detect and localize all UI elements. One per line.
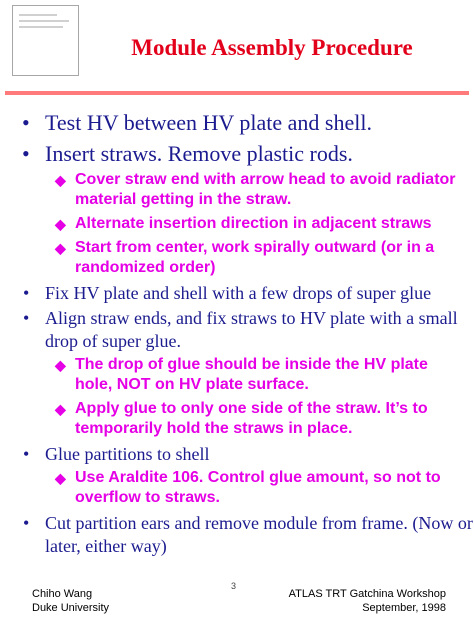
bullet-5 <box>0 443 474 466</box>
subbullet-text: Alternate insertion direction in adjacent straws <box>75 215 432 232</box>
subbullet-align-1 <box>0 355 474 395</box>
diamond-icon: ◆ <box>55 357 66 373</box>
bullet-2 <box>0 139 474 168</box>
footer-left <box>32 587 109 615</box>
subbullet-insert-2 <box>0 214 474 234</box>
bullet-3 <box>0 282 474 305</box>
footer-date: September, 1998 <box>362 602 446 614</box>
subbullet-text: Start from center, work spirally outward (or in a randomized order) <box>75 239 435 276</box>
subbullet-text: The drop of glue should be inside the HV plate hole, NOT on HV plate surface. <box>75 356 428 393</box>
subbullet-text: Use Araldite 106. Control glue amount, so not to overflow to straws. <box>75 469 441 506</box>
bullet-marker: • <box>23 308 30 328</box>
subbullet-align-2 <box>0 399 474 439</box>
subbullet-text: Apply glue to only one side of the straw. It’s to temporarily hold the straws in place. <box>75 400 428 437</box>
bullet-marker: • <box>23 513 30 533</box>
title-divider <box>5 91 469 95</box>
footer-right <box>289 587 446 615</box>
subbullet-insert-3 <box>0 238 474 278</box>
bullet-marker: • <box>22 110 30 135</box>
bullet-text: Align straw ends, and fix straws to HV plate with a small drop of super glue. <box>45 308 458 351</box>
bullet-text: Glue partitions to shell <box>45 444 210 464</box>
page-number: 3 <box>231 581 237 591</box>
diamond-icon: ◆ <box>55 172 66 188</box>
diamond-icon: ◆ <box>55 216 66 232</box>
footer-affiliation: Duke University <box>32 602 110 614</box>
subbullet-partitions-1 <box>0 468 474 508</box>
footer-event: ATLAS TRT Gatchina Workshop <box>288 588 446 600</box>
bullet-text: Fix HV plate and shell with a few drops of super glue <box>45 283 432 303</box>
bullet-marker: • <box>23 283 30 303</box>
bullet-4 <box>0 307 474 353</box>
bullet-1 <box>0 108 474 137</box>
bullet-text: Test HV between HV plate and shell. <box>45 110 372 135</box>
bullet-6 <box>0 512 474 558</box>
thumbnail-box <box>12 5 79 76</box>
bullet-content <box>0 108 474 560</box>
bullet-marker: • <box>22 141 30 166</box>
diamond-icon: ◆ <box>55 240 66 256</box>
bullet-marker: • <box>23 444 30 464</box>
subbullet-insert-1 <box>0 170 474 210</box>
subbullet-text: Cover straw end with arrow head to avoid radiator material getting in the straw. <box>75 171 456 208</box>
bullet-text: Insert straws. Remove plastic rods. <box>45 141 353 166</box>
bullet-text: Cut partition ears and remove module from frame. (Now or later, either way) <box>45 513 473 556</box>
diamond-icon: ◆ <box>55 401 66 417</box>
page-title: Module Assembly Procedure <box>131 35 413 60</box>
diamond-icon: ◆ <box>55 470 66 486</box>
footer-author: Chiho Wang <box>32 588 93 600</box>
